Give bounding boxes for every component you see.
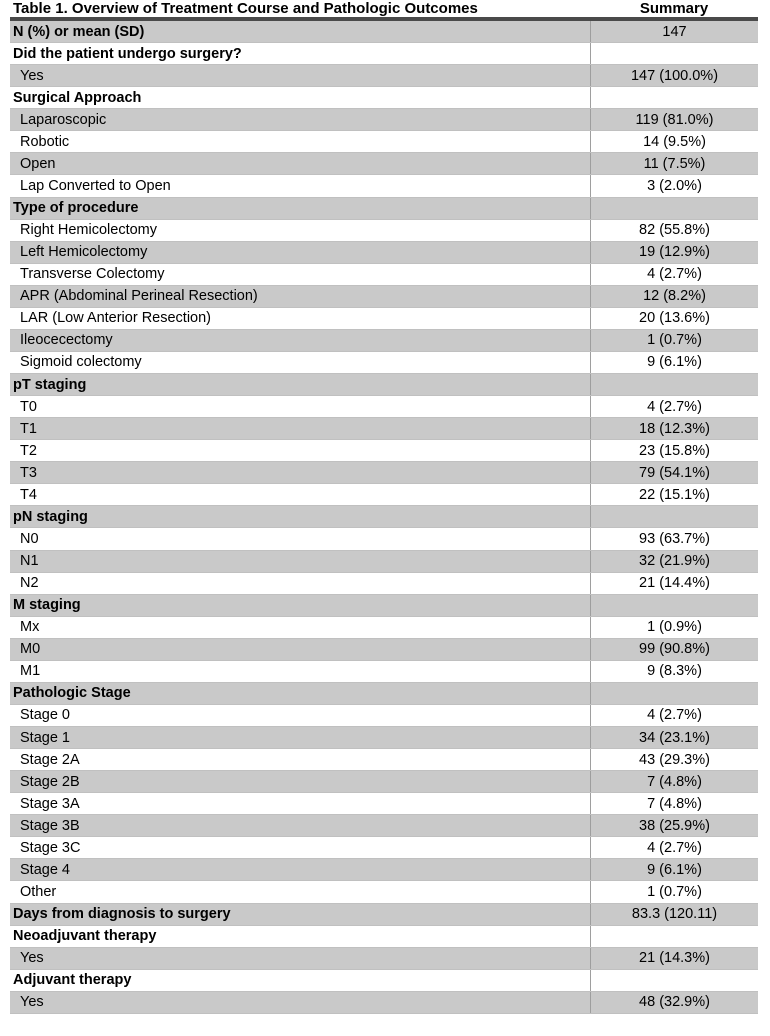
table-row [10,440,758,462]
table-row [10,198,758,220]
table-row [10,43,758,65]
table-row [10,87,758,109]
row-label: M staging [10,595,590,616]
row-value: 11 (7.5%) [590,153,758,174]
table-row [10,21,758,43]
row-label: Days from diagnosis to surgery [10,904,590,925]
table-row [10,551,758,573]
row-label: LAR (Low Anterior Resection) [20,310,211,327]
row-value: 99 (90.8%) [590,639,758,660]
row-value: 21 (14.3%) [590,948,758,969]
table-row [10,242,758,264]
row-label: M0 [10,639,590,660]
table-row [10,175,758,197]
table-row [10,661,758,683]
row-value: 1 (0.7%) [590,881,758,902]
table-row [10,264,758,286]
row-value: 20 (13.6%) [590,308,758,329]
row-value: 79 (54.1%) [590,462,758,483]
row-label: Stage 3C [20,839,81,856]
row-value: 19 (12.9%) [590,242,758,263]
table-row [10,595,758,617]
row-value: 38 (25.9%) [590,815,758,836]
row-value: 119 (81.0%) [590,109,758,130]
table-row [10,617,758,639]
row-value [590,683,758,704]
table-row [10,131,758,153]
table-row [10,396,758,418]
table-row [10,926,758,948]
row-label: T2 [20,442,37,459]
table-row [10,330,758,352]
table-row [10,992,758,1014]
row-value: 22 (15.1%) [590,484,758,505]
row-value: 83.3 (120.11) [590,904,758,925]
row-value: 3 (2.0%) [590,175,758,196]
row-label: pT staging [10,374,590,395]
row-label: Adjuvant therapy [13,972,132,989]
table-row [10,705,758,727]
row-value [590,595,758,616]
table-row [10,970,758,992]
row-label: pN staging [10,506,590,527]
treatment-outcomes-table [10,0,758,1014]
table-row [10,308,758,330]
row-value: 32 (21.9%) [590,551,758,572]
row-label: T1 [10,418,590,439]
row-label: Stage 4 [10,859,590,880]
table-row [10,771,758,793]
table-row [10,683,758,705]
table-row [10,65,758,87]
row-label: Yes [10,65,590,86]
table-row [10,573,758,595]
row-label: Other [20,883,57,900]
row-value: 12 (8.2%) [590,286,758,307]
row-label: T4 [20,486,37,503]
row-value: 34 (23.1%) [590,727,758,748]
row-label: M1 [20,663,41,680]
table-row [10,153,758,175]
row-value: 48 (32.9%) [590,992,758,1013]
row-label: Stage 3B [10,815,590,836]
row-label: Ileocecectomy [10,330,590,351]
row-label: Type of procedure [10,198,590,219]
row-label: Stage 0 [20,707,70,724]
row-label: T3 [10,462,590,483]
row-value [590,506,758,527]
table-row [10,815,758,837]
row-label: Right Hemicolectomy [20,222,157,239]
table-row [10,904,758,926]
row-value: 4 (2.7%) [590,837,758,858]
row-label: Stage 1 [10,727,590,748]
table-row [10,374,758,396]
row-value: 9 (6.1%) [590,859,758,880]
row-value: 93 (63.7%) [590,528,758,549]
table-body [10,21,758,1014]
row-label: Surgical Approach [13,89,142,106]
summary-column-header: Summary [639,0,709,17]
row-label: Transverse Colectomy [20,266,165,283]
table-row [10,793,758,815]
row-label: N0 [20,530,39,547]
row-label: Yes [10,948,590,969]
table-row [10,109,758,131]
row-value [590,43,758,64]
row-label: Stage 3A [20,795,80,812]
row-label: Pathologic Stage [10,683,590,704]
row-value: 14 (9.5%) [590,131,758,152]
table-row [10,859,758,881]
table-row [10,727,758,749]
row-label: APR (Abdominal Perineal Resection) [10,286,590,307]
row-label: Laparoscopic [10,109,590,130]
row-value [590,198,758,219]
row-label: Did the patient undergo surgery? [13,45,242,62]
table-row [10,506,758,528]
table-row [10,749,758,771]
table-row [10,639,758,661]
row-value [590,926,758,947]
row-value: 7 (4.8%) [590,771,758,792]
row-label: Neoadjuvant therapy [13,928,157,945]
table-row [10,220,758,242]
row-value: 1 (0.9%) [590,617,758,638]
row-value: 21 (14.4%) [590,573,758,594]
row-value: 4 (2.7%) [590,396,758,417]
row-label: N1 [10,551,590,572]
row-label: Stage 2A [20,751,80,768]
row-label: Lap Converted to Open [20,177,171,194]
row-label: Mx [20,619,40,636]
row-value [590,970,758,991]
row-value [590,374,758,395]
row-label: Stage 2B [10,771,590,792]
row-label: N (%) or mean (SD) [10,21,590,42]
table-header-row [10,0,758,21]
table-row [10,352,758,374]
table-row [10,948,758,970]
table-row [10,881,758,903]
row-value [590,87,758,108]
row-value: 147 [590,21,758,42]
row-label: Open [10,153,590,174]
row-label: Left Hemicolectomy [10,242,590,263]
table-row [10,837,758,859]
row-label: Sigmoid colectomy [20,354,142,371]
row-label: T0 [20,398,37,415]
row-value: 82 (55.8%) [590,220,758,241]
row-value: 9 (6.1%) [590,352,758,373]
row-value: 7 (4.8%) [590,793,758,814]
row-value: 147 (100.0%) [590,65,758,86]
row-value: 1 (0.7%) [590,330,758,351]
row-value: 9 (8.3%) [590,661,758,682]
table-title: Table 1. Overview of Treatment Course and Pathologic Outcomes [13,0,478,17]
row-label: N2 [20,575,39,592]
row-value: 4 (2.7%) [590,264,758,285]
table-row [10,528,758,550]
table-row [10,484,758,506]
table-row [10,286,758,308]
row-value: 18 (12.3%) [590,418,758,439]
row-value: 4 (2.7%) [590,705,758,726]
row-label: Robotic [20,133,70,150]
table-row [10,418,758,440]
row-value: 43 (29.3%) [590,749,758,770]
row-label: Yes [10,992,590,1013]
row-value: 23 (15.8%) [590,440,758,461]
table-row [10,462,758,484]
